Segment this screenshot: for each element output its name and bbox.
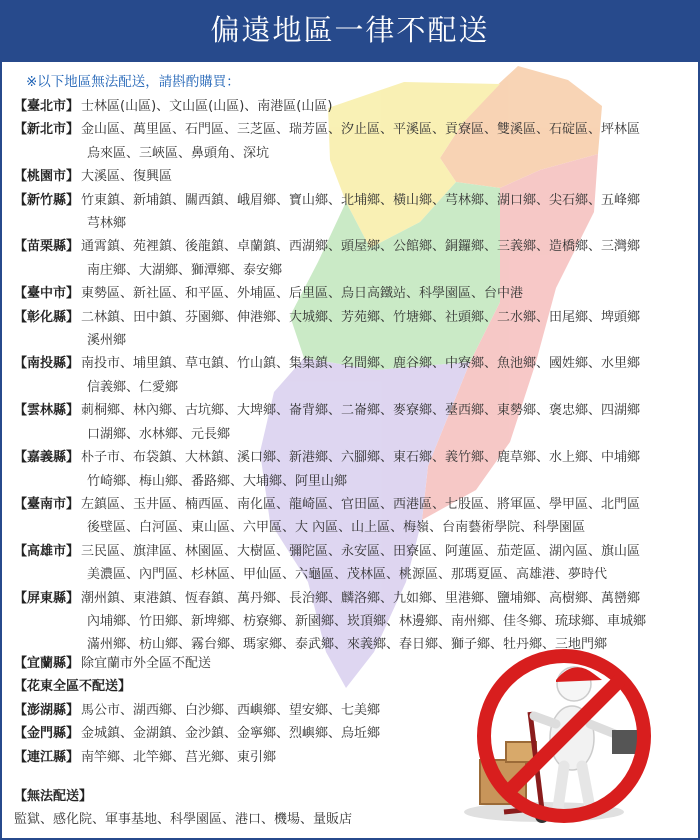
region-item [14,399,684,446]
island-item [14,722,434,745]
island-areas: 金城鎮、金湖鎮、金沙鎮、金寧鄉、烈嶼鄉、烏坵鄉 [81,726,381,742]
region-label: 【臺北市】 [14,99,80,114]
island-label: 【花東全區不配送】 [14,679,132,695]
region-areas: 通霄鎮、苑裡鎮、後龍鎮、卓蘭鎮、西湖鄉、頭屋鄉、公館鄉、銅鑼鄉、三義鄉、造橋鄉、三灣鄉 [81,239,641,255]
region-areas-cont: 口湖鄉、水林鄉、元長鄉 [87,426,231,442]
region-label: 【新北市】 [14,122,80,138]
page-title: 偏遠地區一律不配送 [210,13,490,47]
region-areas: 東勢區、新社區、和平區、外埔區、后里區、烏日高鐵站、科學園區、台中港 [81,286,524,302]
region-item [14,352,684,399]
region-label: 【彰化縣】 [14,309,80,325]
region-label: 【臺南市】 [14,496,80,512]
region-item [14,493,684,540]
island-label: 【澎湖縣】 [14,702,80,718]
island-label: 【宜蘭縣】 [14,656,80,671]
island-areas: 馬公市、湖西鄉、白沙鄉、西嶼鄉、望安鄉、七美鄉 [81,702,381,718]
region-areas: 三民區、旗津區、林園區、大樹區、彌陀區、永安區、田寮區、阿蓮區、茄萣區、湖內區、旗山區 [81,543,641,559]
undeliverable-text: 監獄、感化院、軍事基地、科學園區、港口、機場、量販店 [14,812,353,828]
region-areas: 大溪區、復興區 [81,169,173,185]
region-areas-cont: 竹崎鄉、梅山鄉、番路鄉、大埔鄉、阿里山鄉 [87,473,348,489]
region-label: 【桃園市】 [14,169,80,185]
region-list [14,95,684,657]
region-areas: 左鎮區、玉井區、楠西區、南化區、龍崎區、官田區、西港區、七股區、將軍區、學甲區、北門區 [81,496,641,512]
region-areas-cont: 烏來區、三峽區、鼻頭角、深坑 [87,145,270,161]
island-item [14,675,434,698]
region-label: 【臺中市】 [14,286,80,302]
region-label: 【屏東縣】 [14,590,80,606]
region-areas-cont: 溪州鄉 [87,333,127,349]
region-item [14,235,684,282]
island-list [14,652,434,832]
region-areas: 士林區(山區)、文山區(山區)、南港區(山區) [81,99,333,114]
undeliverable-label: 【無法配送】 [14,789,93,805]
region-areas-cont: 滿州鄉、枋山鄉、霧台鄉、瑪家鄉、泰武鄉、來義鄉、春日鄉、獅子鄉、牡丹鄉、三地門鄉 [87,637,608,653]
region-item [14,118,684,165]
region-areas: 二林鎮、田中鎮、芬園鄉、伸港鄉、大城鄉、芳苑鄉、竹塘鄉、社頭鄉、二水鄉、田尾鄉、埤頭鄉 [81,309,641,325]
island-label: 【金門縣】 [14,726,80,742]
region-item [14,540,684,587]
region-item [14,95,684,118]
island-areas: 南竿鄉、北竿鄉、莒光鄉、東引鄉 [81,749,277,765]
island-item [14,699,434,722]
island-item [14,746,434,769]
region-item [14,165,684,188]
region-areas: 潮州鎮、東港鎮、恆春鎮、萬丹鄉、長治鄉、麟洛鄉、九如鄉、里港鄉、鹽埔鄉、高樹鄉、萬巒鄉 [81,590,641,606]
region-label: 【苗栗縣】 [14,239,80,255]
island-areas: 除宜蘭市外全區不配送 [81,656,212,671]
region-areas: 南投市、埔里鎮、草屯鎮、竹山鎮、集集鎮、名間鄉、鹿谷鄉、中寮鄉、魚池鄉、國姓鄉、水里鄉 [81,356,641,372]
region-item [14,282,684,305]
region-areas-cont: 信義鄉、仁愛鄉 [87,379,179,395]
region-areas-cont: 南庄鄉、大湖鄉、獅潭鄉、泰安鄉 [87,262,283,278]
region-areas-cont: 後壁區、白河區、東山區、六甲區、大 內區、山上區、梅嶺、台南藝術學院、科學園區 [87,520,586,536]
region-areas: 竹東鎮、新埔鎮、關西鎮、峨眉鄉、寶山鄉、北埔鄉、橫山鄉、芎林鄉、湖口鄉、尖石鄉、五峰鄉 [81,192,641,208]
region-areas: 朴子市、布袋鎮、大林鎮、溪口鄉、新港鄉、六腳鄉、東石鄉、義竹鄉、鹿草鄉、水上鄉、中埔鄉 [81,450,641,466]
region-label: 【新竹縣】 [14,192,80,208]
region-areas: 莿桐鄉、林內鄉、古坑鄉、大埤鄉、崙背鄉、二崙鄉、麥寮鄉、臺西鄉、東勢鄉、褒忠鄉、四湖鄉 [81,403,641,419]
region-areas: 金山區、萬里區、石門區、三芝區、瑞芳區、汐止區、平溪區、貢寮區、雙溪區、石碇區、坪林區 [81,122,641,138]
notice-text: ※以下地區無法配送，請斟酌購買： [26,74,240,90]
region-areas-cont: 內埔鄉、竹田鄉、新埤鄉、枋寮鄉、新園鄉、崁頂鄉、林邊鄉、南州鄉、佳冬鄉、琉球鄉、車城鄉 [87,613,647,629]
title-banner [0,0,700,62]
region-item [14,306,684,353]
island-label: 【連江縣】 [14,749,80,765]
island-item [14,652,434,675]
region-areas-cont: 美濃區、內門區、杉林區、甲仙區、六龜區、茂林區、桃源區、那瑪夏區、高雄港、夢時代 [87,567,608,583]
region-label: 【雲林縣】 [14,403,80,419]
region-label: 【嘉義縣】 [14,450,80,466]
region-label: 【南投縣】 [14,356,80,372]
no-delivery-icon [444,640,674,832]
region-item [14,446,684,493]
region-item [14,189,684,236]
region-areas-cont: 芎林鄉 [87,216,127,232]
undeliverable-heading-row [14,785,434,808]
region-label: 【高雄市】 [14,543,80,559]
